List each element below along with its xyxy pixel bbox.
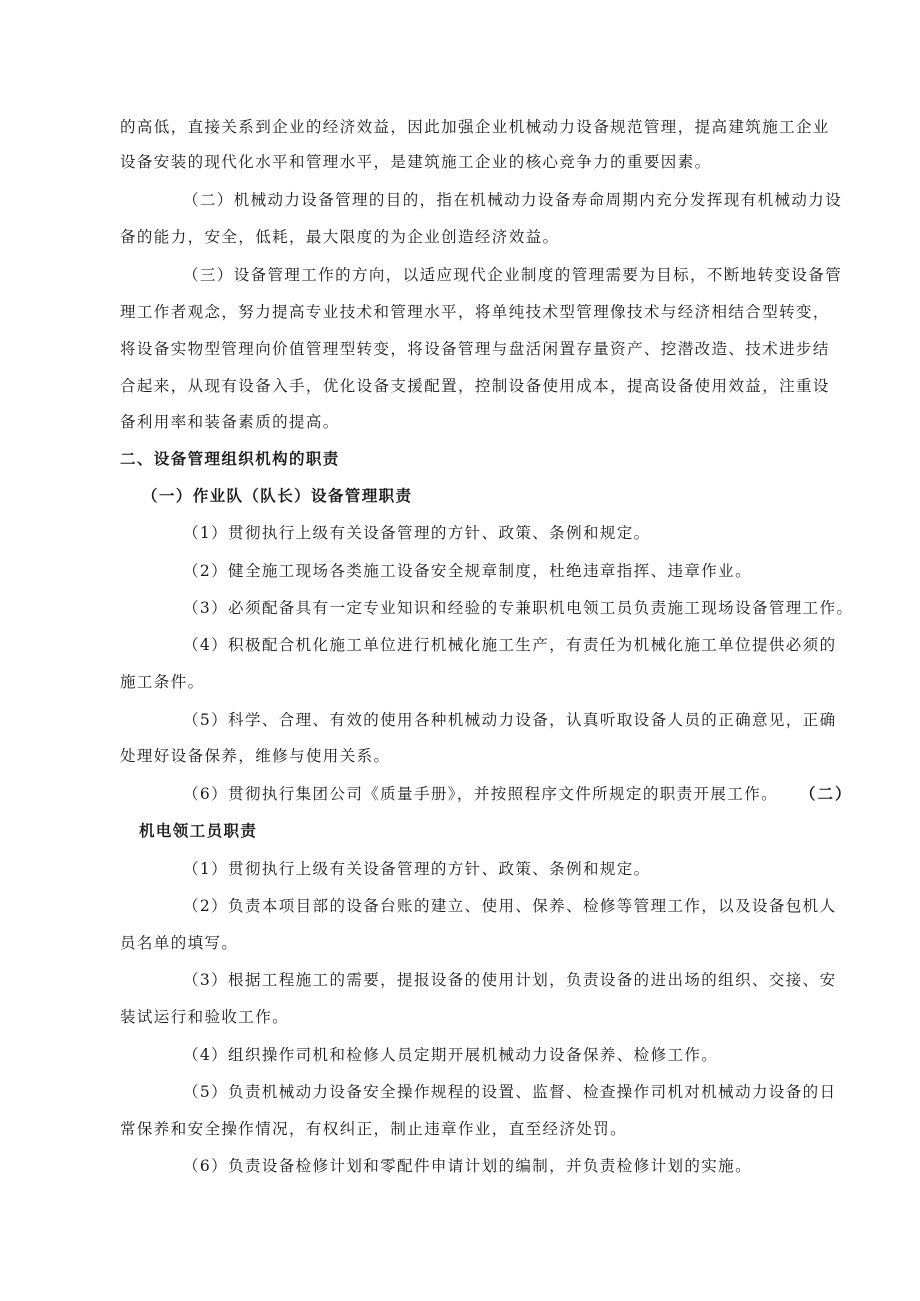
body-text-line: 将设备实物型管理向价值管理型转变，将设备管理与盘活闲置存量资产、挖潜改造、技术进步结 [120, 340, 830, 358]
list-item: （6）负责设备检修计划和零配件申请计划的编制，并负责检修计划的实施。 [183, 1157, 752, 1175]
body-text-line: 备的能力，安全，低耗，最大限度的为企业创造经济效益。 [120, 228, 560, 246]
list-item-continuation: 装试运行和验收工作。 [120, 1008, 290, 1026]
body-text-line: 的高低，直接关系到企业的经济效益，因此加强企业机械动力设备规范管理，提高建筑施工企业 [120, 118, 830, 136]
body-text-line: （三）设备管理工作的方向，以适应现代企业制度的管理需要为目标，不断地转变设备管 [183, 266, 843, 284]
subsection-heading-number: （二） [800, 784, 853, 803]
list-item: （3）必须配备具有一定专业知识和经验的专兼职机电领工员负责施工现场设备管理工作。 [183, 599, 854, 617]
list-item: （1）贯彻执行上级有关设备管理的方针、政策、条例和规定。 [183, 860, 651, 878]
list-item: （1）贯彻执行上级有关设备管理的方针、政策、条例和规定。 [183, 524, 651, 542]
list-item-continuation: 施工条件。 [120, 673, 205, 691]
list-item: （2）健全施工现场各类施工设备安全规章制度，杜绝违章指挥、违章作业。 [183, 562, 752, 580]
list-item: （6）贯彻执行集团公司《质量手册》，并按照程序文件所规定的职责开展工作。 [183, 785, 779, 803]
subsection-heading: （一）作业队（队长）设备管理职责 [142, 486, 413, 505]
body-text-line: 备利用率和装备素质的提高。 [120, 413, 340, 431]
list-item-continuation: 常保养和安全操作情况，有权纠正，制止违章作业，直至经济处罚。 [120, 1120, 628, 1138]
body-text-line: 合起来，从现有设备入手，优化设备支援配置，控制设备使用成本，提高设备使用效益，注重设 [120, 377, 830, 395]
section-heading: 二、设备管理组织机构的职责 [120, 449, 340, 468]
list-item-continuation: 处理好设备保养，维修与使用关系。 [120, 747, 391, 765]
list-item: （5）负责机械动力设备安全操作规程的设置、监督、检查操作司机对机械动力设备的日 [183, 1083, 837, 1101]
list-item-continuation: 员名单的填写。 [120, 934, 239, 952]
list-item: （3）根据工程施工的需要，提报设备的使用计划，负责设备的进出场的组织、交接、安 [183, 971, 837, 989]
list-item: （4）组织操作司机和检修人员定期开展机械动力设备保养、检修工作。 [183, 1046, 719, 1064]
list-item: （5）科学、合理、有效的使用各种机械动力设备，认真听取设备人员的正确意见，正确 [183, 711, 837, 729]
body-text-line: 理工作者观念，努力提高专业技术和管理水平，将单纯技术型管理像技术与经济相结合型转变， [120, 303, 830, 321]
subsection-heading: 机电领工员职责 [139, 821, 258, 840]
body-text-line: 设备安装的现代化水平和管理水平，是建筑施工企业的核心竞争力的重要因素。 [120, 153, 712, 171]
body-text-line: （二）机械动力设备管理的目的，指在机械动力设备寿命周期内充分发挥现有机械动力设 [183, 191, 843, 209]
list-item: （2）负责本项目部的设备台账的建立、使用、保养、检修等管理工作，以及设备包机人 [183, 897, 837, 915]
list-item: （4）积极配合机化施工单位进行机械化施工生产，有责任为机械化施工单位提供必须的 [183, 636, 837, 654]
